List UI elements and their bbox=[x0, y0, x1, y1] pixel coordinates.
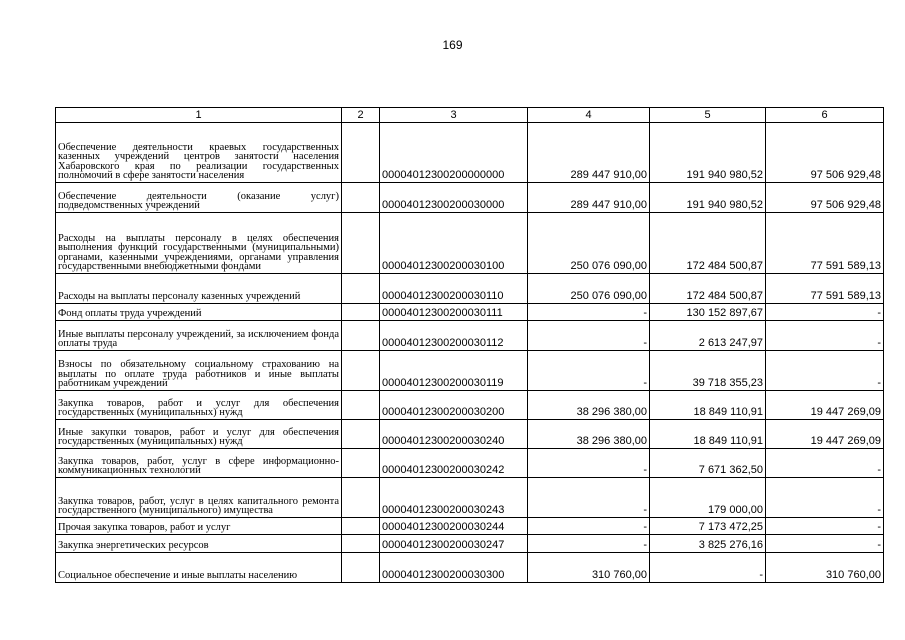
table-row bbox=[56, 304, 884, 321]
row-col2 bbox=[342, 420, 380, 449]
row-code: 00004012300200030100 bbox=[380, 213, 528, 274]
row-value-6: - bbox=[766, 535, 884, 553]
row-name: Закупка товаров, работ, услуг в сфере информационно-коммуникационных технологий bbox=[56, 449, 342, 478]
row-value-4: - bbox=[528, 321, 650, 351]
row-value-4: 310 760,00 bbox=[528, 553, 650, 583]
row-value-6: - bbox=[766, 321, 884, 351]
row-value-5: - bbox=[650, 553, 766, 583]
row-value-6: 310 760,00 bbox=[766, 553, 884, 583]
row-value-5: 7 671 362,50 bbox=[650, 449, 766, 478]
row-code: 00004012300200030244 bbox=[380, 518, 528, 535]
row-value-6: 97 506 929,48 bbox=[766, 123, 884, 183]
row-value-6: - bbox=[766, 518, 884, 535]
row-value-6: - bbox=[766, 351, 884, 391]
row-value-4: 250 076 090,00 bbox=[528, 213, 650, 274]
row-value-4: - bbox=[528, 478, 650, 518]
row-col2 bbox=[342, 535, 380, 553]
row-code: 00004012300200000000 bbox=[380, 123, 528, 183]
column-header-6: 6 bbox=[766, 108, 884, 123]
row-col2 bbox=[342, 123, 380, 183]
row-value-4: 38 296 380,00 bbox=[528, 420, 650, 449]
row-value-5: 18 849 110,91 bbox=[650, 391, 766, 420]
row-col2 bbox=[342, 304, 380, 321]
page-number: 169 bbox=[442, 38, 463, 52]
row-name: Закупка энергетических ресурсов bbox=[56, 535, 342, 553]
row-value-6: - bbox=[766, 478, 884, 518]
table-row bbox=[56, 351, 884, 391]
column-header-4: 4 bbox=[528, 108, 650, 123]
row-col2 bbox=[342, 391, 380, 420]
row-value-6: - bbox=[766, 304, 884, 321]
row-name: Социальное обеспечение и иные выплаты населению bbox=[56, 553, 342, 583]
column-header-2: 2 bbox=[342, 108, 380, 123]
row-col2 bbox=[342, 321, 380, 351]
row-value-5: 179 000,00 bbox=[650, 478, 766, 518]
row-code: 00004012300200030300 bbox=[380, 553, 528, 583]
row-name: Расходы на выплаты персоналу в целях обеспечения выполнения функций государственными (муниципальными) органами, казенными учреждениями, органами управления государственными внебюджетными фондами bbox=[56, 213, 342, 274]
row-name: Обеспечение деятельности краевых государственных казенных учреждений центров занятости населения Хабаровского края по реализации государственных полномочий в сфере занятости населения bbox=[56, 123, 342, 183]
row-value-4: 289 447 910,00 bbox=[528, 183, 650, 213]
row-name: Иные выплаты персоналу учреждений, за исключением фонда оплаты труда bbox=[56, 321, 342, 351]
row-value-4: 38 296 380,00 bbox=[528, 391, 650, 420]
row-code: 00004012300200030110 bbox=[380, 274, 528, 304]
table-row bbox=[56, 478, 884, 518]
table-row bbox=[56, 123, 884, 183]
row-name: Фонд оплаты труда учреждений bbox=[56, 304, 342, 321]
row-code: 00004012300200030240 bbox=[380, 420, 528, 449]
row-code: 00004012300200030247 bbox=[380, 535, 528, 553]
row-value-5: 39 718 355,23 bbox=[650, 351, 766, 391]
row-value-5: 7 173 472,25 bbox=[650, 518, 766, 535]
row-code: 00004012300200030243 bbox=[380, 478, 528, 518]
budget-table bbox=[55, 107, 884, 583]
row-code: 00004012300200030000 bbox=[380, 183, 528, 213]
table-row bbox=[56, 183, 884, 213]
row-value-4: 250 076 090,00 bbox=[528, 274, 650, 304]
table-row bbox=[56, 535, 884, 553]
table-row bbox=[56, 274, 884, 304]
row-name: Расходы на выплаты персоналу казенных учреждений bbox=[56, 274, 342, 304]
table-row bbox=[56, 321, 884, 351]
table-row bbox=[56, 518, 884, 535]
row-col2 bbox=[342, 351, 380, 391]
row-code: 00004012300200030242 bbox=[380, 449, 528, 478]
row-value-4: - bbox=[528, 518, 650, 535]
row-value-6: 97 506 929,48 bbox=[766, 183, 884, 213]
row-value-4: - bbox=[528, 351, 650, 391]
row-name: Иные закупки товаров, работ и услуг для обеспечения государственных (муниципальных) нужд bbox=[56, 420, 342, 449]
column-header-5: 5 bbox=[650, 108, 766, 123]
row-value-5: 191 940 980,52 bbox=[650, 123, 766, 183]
row-code: 00004012300200030111 bbox=[380, 304, 528, 321]
row-name: Взносы по обязательному социальному страхованию на выплаты по оплате труда работников и иные выплаты работникам учреждений bbox=[56, 351, 342, 391]
row-col2 bbox=[342, 183, 380, 213]
row-col2 bbox=[342, 213, 380, 274]
table-row bbox=[56, 449, 884, 478]
row-name: Обеспечение деятельности (оказание услуг) подведомственных учреждений bbox=[56, 183, 342, 213]
row-name: Закупка товаров, работ, услуг в целях капитального ремонта государственного (муниципального) имущества bbox=[56, 478, 342, 518]
column-header-1: 1 bbox=[56, 108, 342, 123]
row-value-5: 172 484 500,87 bbox=[650, 274, 766, 304]
row-name: Закупка товаров, работ и услуг для обеспечения государственных (муниципальных) нужд bbox=[56, 391, 342, 420]
row-col2 bbox=[342, 518, 380, 535]
row-value-6: - bbox=[766, 449, 884, 478]
row-value-4: - bbox=[528, 449, 650, 478]
row-col2 bbox=[342, 478, 380, 518]
row-value-5: 3 825 276,16 bbox=[650, 535, 766, 553]
table-row bbox=[56, 391, 884, 420]
row-value-5: 172 484 500,87 bbox=[650, 213, 766, 274]
row-code: 00004012300200030119 bbox=[380, 351, 528, 391]
row-value-6: 77 591 589,13 bbox=[766, 213, 884, 274]
table-row bbox=[56, 213, 884, 274]
table-header-row bbox=[56, 108, 884, 123]
column-header-3: 3 bbox=[380, 108, 528, 123]
row-value-6: 19 447 269,09 bbox=[766, 391, 884, 420]
row-code: 00004012300200030200 bbox=[380, 391, 528, 420]
row-value-5: 2 613 247,97 bbox=[650, 321, 766, 351]
table-row bbox=[56, 553, 884, 583]
row-col2 bbox=[342, 274, 380, 304]
row-value-6: 19 447 269,09 bbox=[766, 420, 884, 449]
row-value-5: 18 849 110,91 bbox=[650, 420, 766, 449]
row-name: Прочая закупка товаров, работ и услуг bbox=[56, 518, 342, 535]
row-value-4: 289 447 910,00 bbox=[528, 123, 650, 183]
row-col2 bbox=[342, 553, 380, 583]
row-value-5: 191 940 980,52 bbox=[650, 183, 766, 213]
row-value-5: 130 152 897,67 bbox=[650, 304, 766, 321]
row-col2 bbox=[342, 449, 380, 478]
row-value-4: - bbox=[528, 535, 650, 553]
row-code: 00004012300200030112 bbox=[380, 321, 528, 351]
table-row bbox=[56, 420, 884, 449]
row-value-6: 77 591 589,13 bbox=[766, 274, 884, 304]
row-value-4: - bbox=[528, 304, 650, 321]
